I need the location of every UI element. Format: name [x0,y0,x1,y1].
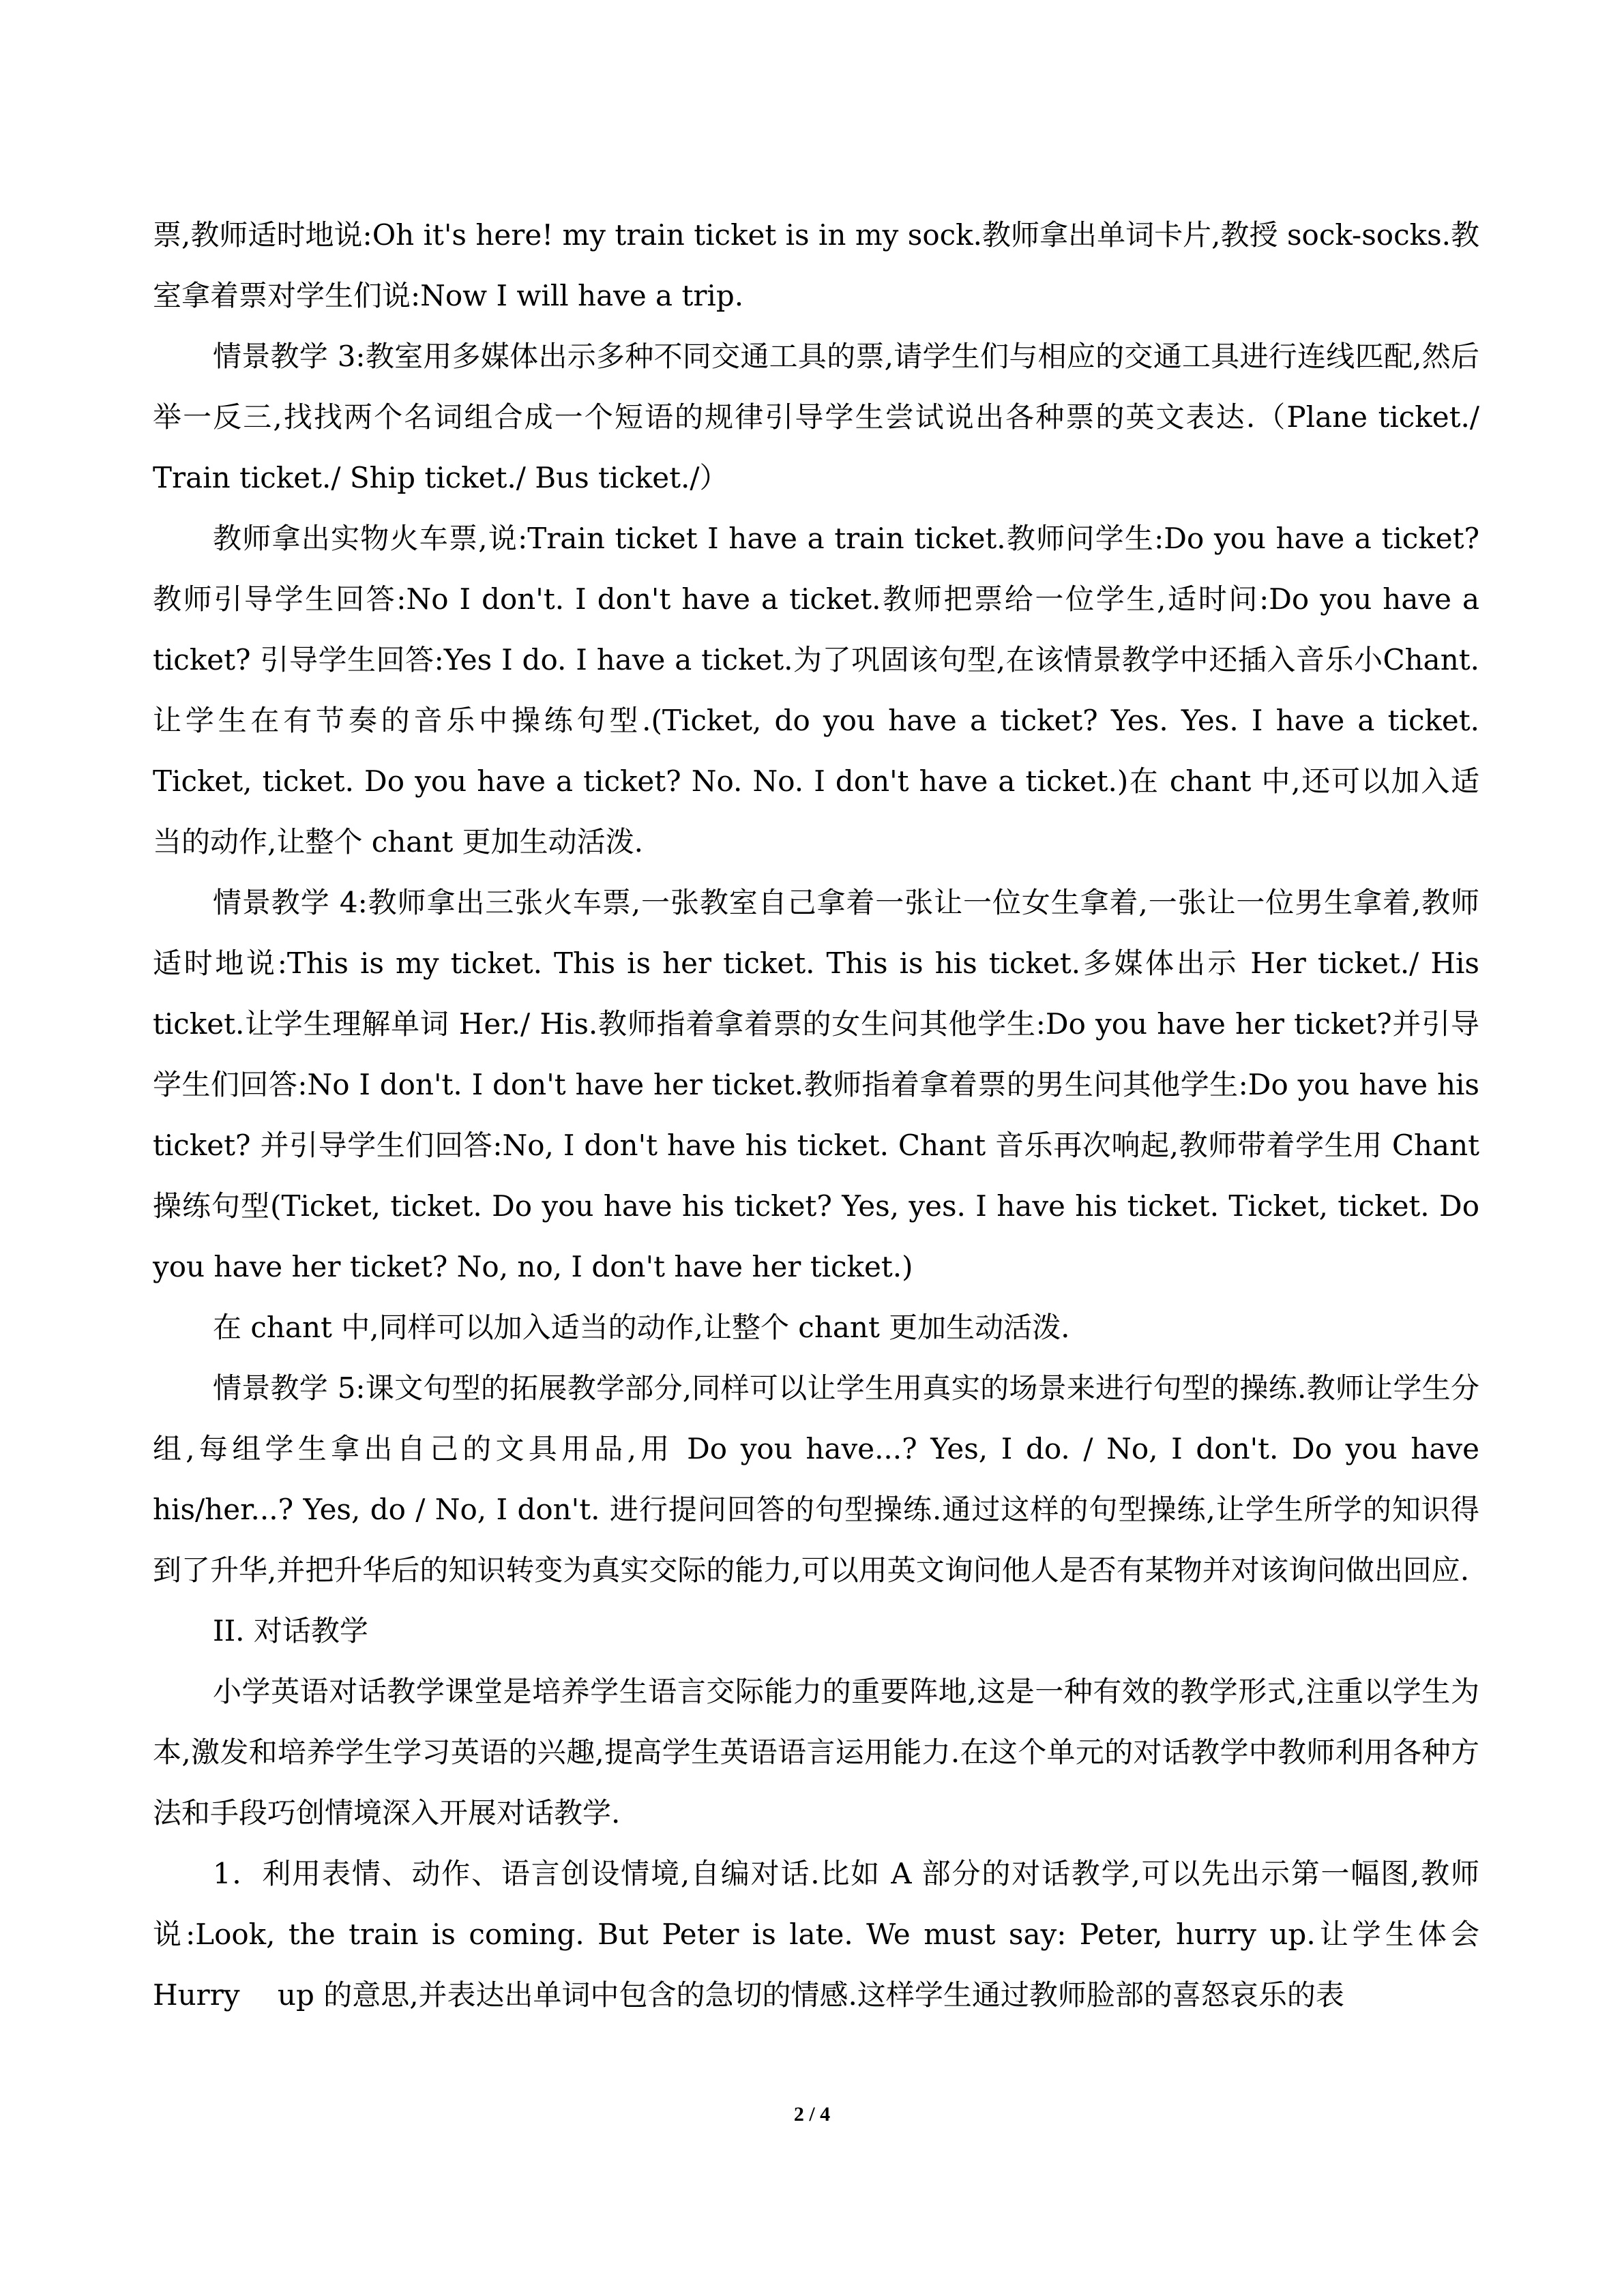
paragraph-3: 教师拿出实物火车票,说:Train ticket I have a train ticket.教师问学生:Do you have a ticket?教师引导学生回答:No I don't. I don't have a ticket.教师把票给一位学生,适时问:Do you have a ticket? 引导学生回答:Yes I do. I have a ticket.为了巩固该句型,在该情景教学中还插入音乐小Chant.让学生在有节奏的音乐中操练句型.(Ticket, do you have a ticket? Yes. Yes. I have a ticket. Ticket, ticket. Do you have a ticket? No. No. I don't have a ticket.)在 chant 中,还可以加入适当的动作,让整个 chant 更加生动活泼. [153,522,1479,859]
paragraph-8: 1．利用表情、动作、语言创设情境,自编对话.比如 A 部分的对话教学,可以先出示第一幅图,教师说:Look, the train is coming. But Peter is late. We must say: Peter, hurry up.让学生体会Hurry up 的意思,并表达出单词中包含的急切的情感.这样学生通过教师脸部的喜怒哀乐的表 [153,1857,1479,2012]
body-text [153,205,1479,2025]
paragraph-5: 在 chant 中,同样可以加入适当的动作,让整个 chant 更加生动活泼. [213,1311,1070,1344]
paragraph-4: 情景教学 4:教师拿出三张火车票,一张教室自己拿着一张让一位女生拿着,一张让一位男生拿着,教师适时地说:This is my ticket. This is her ticket. This is his ticket.多媒体出示 Her ticket./ His ticket.让学生理解单词 Her./ His.教师指着拿着票的女生问其他学生:Do you have her ticket?并引导学生们回答:No I don't. I don't have her ticket.教师指着拿着票的男生问其他学生:Do you have his ticket? 并引导学生们回答:No, I don't have his ticket. Chant 音乐再次响起,教师带着学生用 Chant 操练句型(Ticket, ticket. Do you have his ticket? Yes, yes. I have his ticket. Ticket, ticket. Do you have her ticket? No, no, I don't have her ticket.) [153,886,1479,1283]
section-heading: II. 对话教学 [213,1614,368,1648]
paragraph-7: 小学英语对话教学课堂是培养学生语言交际能力的重要阵地,这是一种有效的教学形式,注重以学生为本,激发和培养学生学习英语的兴趣,提高学生英语语言运用能力.在这个单元的对话教学中教师利用各种方法和手段巧创情境深入开展对话教学. [153,1675,1479,1830]
page-number: 2 / 4 [793,2103,831,2126]
paragraph-2: 情景教学 3:教室用多媒体出示多种不同交通工具的票,请学生们与相应的交通工具进行连线匹配,然后举一反三,找找两个名词组合成一个短语的规律引导学生尝试说出各种票的英文表达.（Plane ticket./ Train ticket./ Ship ticket./ Bus ticket./） [153,340,1479,494]
paragraph-6: 情景教学 5:课文句型的拓展教学部分,同样可以让学生用真实的场景来进行句型的操练.教师让学生分组,每组学生拿出自己的文具用品,用 Do you have...? Yes, I do. / No, I don't. Do you have his/her...? Yes, do / No, I don't. 进行提问回答的句型操练.通过这样的句型操练,让学生所学的知识得到了升华,并把升华后的知识转变为真实交际的能力,可以用英文询问他人是否有某物并对该询问做出回应. [153,1371,1479,1587]
paragraph-1: 票,教师适时地说:Oh it's here! my train ticket is in my sock.教师拿出单词卡片,教授 sock-socks.教室拿着票对学生们说:Now I will have a trip. [153,218,1479,312]
